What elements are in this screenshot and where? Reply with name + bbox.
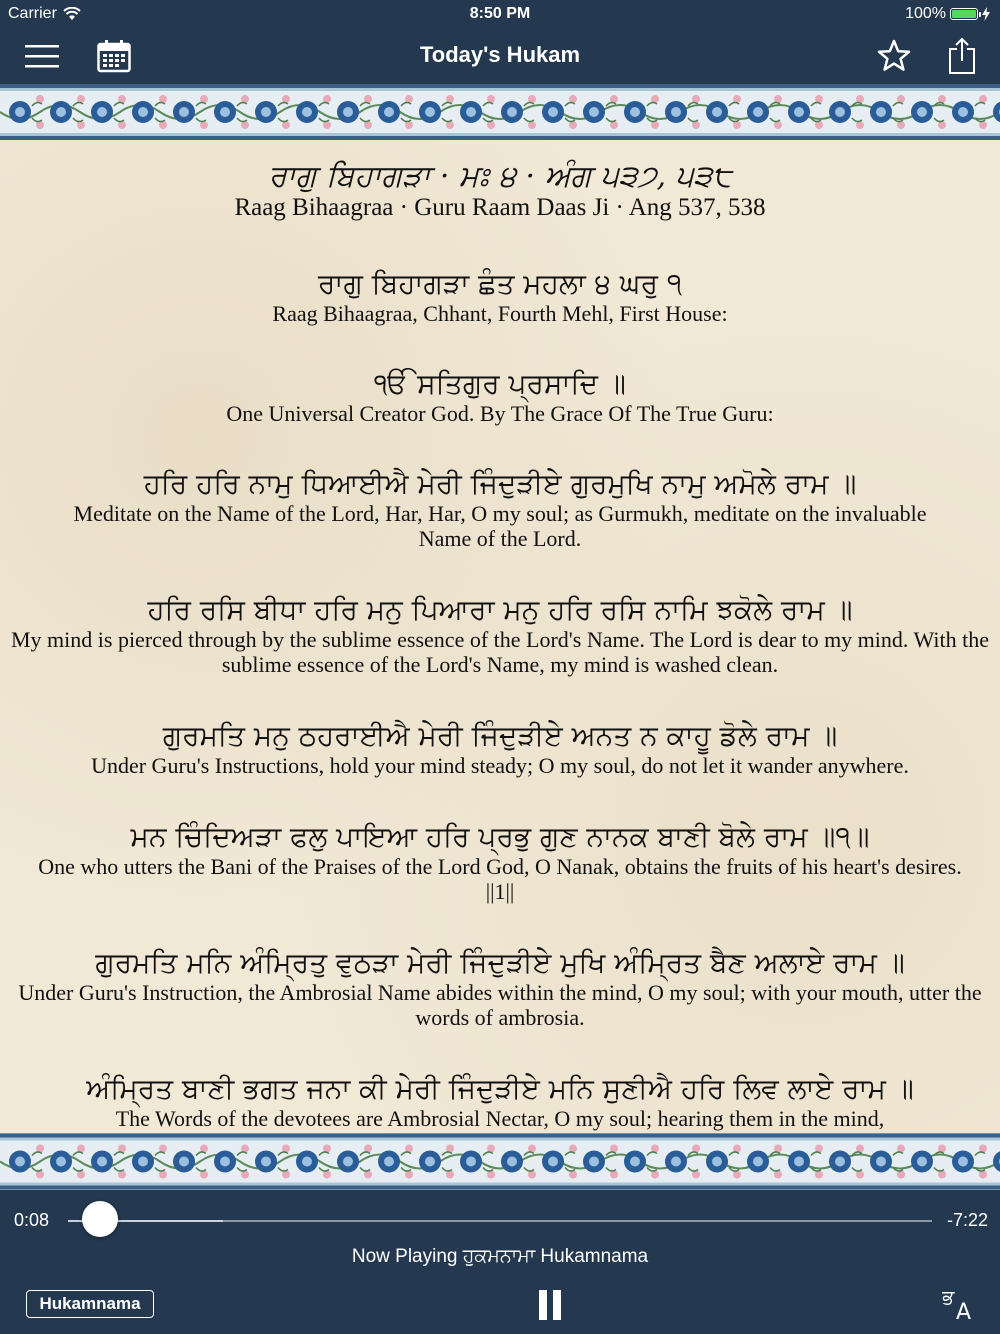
status-bar	[0, 0, 1000, 28]
hukam-heading	[0, 160, 1000, 222]
verse-item	[0, 946, 1000, 1030]
share-button[interactable]	[940, 34, 984, 78]
pause-icon	[530, 1288, 570, 1322]
verse-english: Under Guru's Instruction, the Ambrosial Name abides within the mind, O my soul; with your mouth, utter the words of ambrosia.	[18, 980, 982, 1030]
verse-item	[0, 1072, 1000, 1131]
hukamnama-content	[0, 140, 1000, 1133]
progress-slider-knob[interactable]	[82, 1201, 118, 1237]
current-time: 0:08	[14, 1210, 50, 1230]
verse-english: Raag Bihaagraa, Chhant, Fourth Mehl, First House:	[272, 301, 728, 326]
pause-button[interactable]	[530, 1288, 570, 1322]
heading-english: Raag Bihaagraa · Guru Raam Daas Ji · Ang 537, 538	[234, 194, 766, 221]
verse-english: The Words of the devotees are Ambrosial Nectar, O my soul; hearing them in the mind,	[115, 1106, 885, 1131]
carrier-label: Carrier	[8, 5, 57, 22]
share-icon	[947, 37, 977, 75]
verse-gurmukhi: ਰਾਗੁ ਬਿਹਾਗੜਾ ਛੰਤ ਮਹਲਾ ੪ ਘਰੁ ੧	[317, 267, 683, 300]
battery-percent: 100%	[905, 5, 946, 22]
verse-gurmukhi: ਅੰਮ੍ਰਿਤ ਬਾਣੀ ਭਗਤ ਜਨਾ ਕੀ ਮੇਰੀ ਜਿੰਦੁੜੀਏ ਮਨਿ ਸੁਣੀਐ ਹਰਿ ਲਿਵ ਲਾਏ ਰਾਮ ॥	[86, 1072, 914, 1105]
verse-item	[0, 820, 1000, 904]
audio-player	[0, 1190, 1000, 1334]
status-time: 8:50 PM	[469, 5, 531, 22]
favorite-button[interactable]	[872, 34, 916, 78]
verse-item	[0, 719, 1000, 778]
navigation-bar	[0, 28, 1000, 84]
page-title: Today's Hukam	[419, 42, 581, 67]
verse-english: Under Guru's Instructions, hold your mind steady; O my soul, do not let it wander anywhere.	[91, 753, 909, 778]
heading-gurmukhi: ਰਾਗੁ ਬਿਹਾਗੜਾ · ਮਃ ੪ · ਅੰਗ ੫੩੭, ੫੩੮	[268, 159, 732, 194]
hukamnama-source-button[interactable]: Hukamnama	[26, 1290, 154, 1318]
verse-gurmukhi: ੴ ਸਤਿਗੁਰ ਪ੍ਰਸਾਦਿ ॥	[374, 367, 626, 400]
star-icon	[877, 39, 911, 73]
verse-english: My mind is pierced through by the sublime essence of the Lord's Name. The Lord is dear to my mind. With the sublime essence of the Lord's Name, my mind is washed clean.	[10, 627, 989, 677]
charging-icon	[982, 7, 990, 21]
verse-item	[0, 467, 1000, 551]
verse-gurmukhi: ਗੁਰਮਤਿ ਮਨੁ ਠਹਰਾਈਐ ਮੇਰੀ ਜਿੰਦੁੜੀਏ ਅਨਤ ਨ ਕਾਹੂ ਡੋਲੇ ਰਾਮ ॥	[162, 719, 838, 752]
verse-item	[0, 267, 1000, 326]
verse-english: One Universal Creator God. By The Grace Of The True Guru:	[226, 401, 774, 426]
now-playing-label: Now Playing ਹੁਕਮਨਾਮਾ Hukamnama	[351, 1246, 649, 1267]
verse-english: One who utters the Bani of the Praises of the Lord God, O Nanak, obtains the fruits of his heart's desires. ||1||	[38, 854, 962, 904]
top-decorative-border	[0, 84, 1000, 140]
verse-gurmukhi: ਹਰਿ ਹਰਿ ਨਾਮੁ ਧਿਆਈਐ ਮੇਰੀ ਜਿੰਦੁੜੀਏ ਗੁਰਮੁਖਿ ਨਾਮੁ ਅਮੋਲੇ ਰਾਮ ॥	[143, 467, 857, 500]
verse-item	[0, 367, 1000, 426]
battery-icon	[950, 8, 978, 20]
svg-text:ਭ: ਭ	[942, 1286, 955, 1309]
progress-track[interactable]	[68, 1220, 932, 1222]
svg-text:A: A	[956, 1300, 972, 1322]
verse-english: Meditate on the Name of the Lord, Har, Har, O my soul; as Gurmukh, meditate on the invaluable Name of the Lord.	[73, 501, 927, 551]
verse-gurmukhi: ਹਰਿ ਰਸਿ ਬੀਧਾ ਹਰਿ ਮਨੁ ਪਿਆਰਾ ਮਨੁ ਹਰਿ ਰਸਿ ਨਾਮਿ ਝਕੋਲੇ ਰਾਮ ॥	[147, 593, 853, 626]
bottom-decorative-border	[0, 1133, 1000, 1190]
translate-icon	[942, 1286, 976, 1322]
verse-item	[0, 593, 1000, 677]
battery-info	[905, 5, 990, 23]
translate-button[interactable]	[942, 1286, 976, 1322]
remaining-time: -7:22	[946, 1210, 988, 1230]
verse-gurmukhi: ਮਨ ਚਿੰਦਿਅੜਾ ਫਲੁ ਪਾਇਆ ਹਰਿ ਪ੍ਰਭੁ ਗੁਣ ਨਾਨਕ ਬਾਣੀ ਬੋਲੇ ਰਾਮ ॥੧॥	[130, 820, 870, 853]
verse-gurmukhi: ਗੁਰਮਤਿ ਮਨਿ ਅੰਮ੍ਰਿਤੁ ਵੁਠੜਾ ਮੇਰੀ ਜਿੰਦੁੜੀਏ ਮੁਖਿ ਅੰਮ੍ਰਿਤ ਬੈਣ ਅਲਾਏ ਰਾਮ ॥	[95, 946, 905, 979]
